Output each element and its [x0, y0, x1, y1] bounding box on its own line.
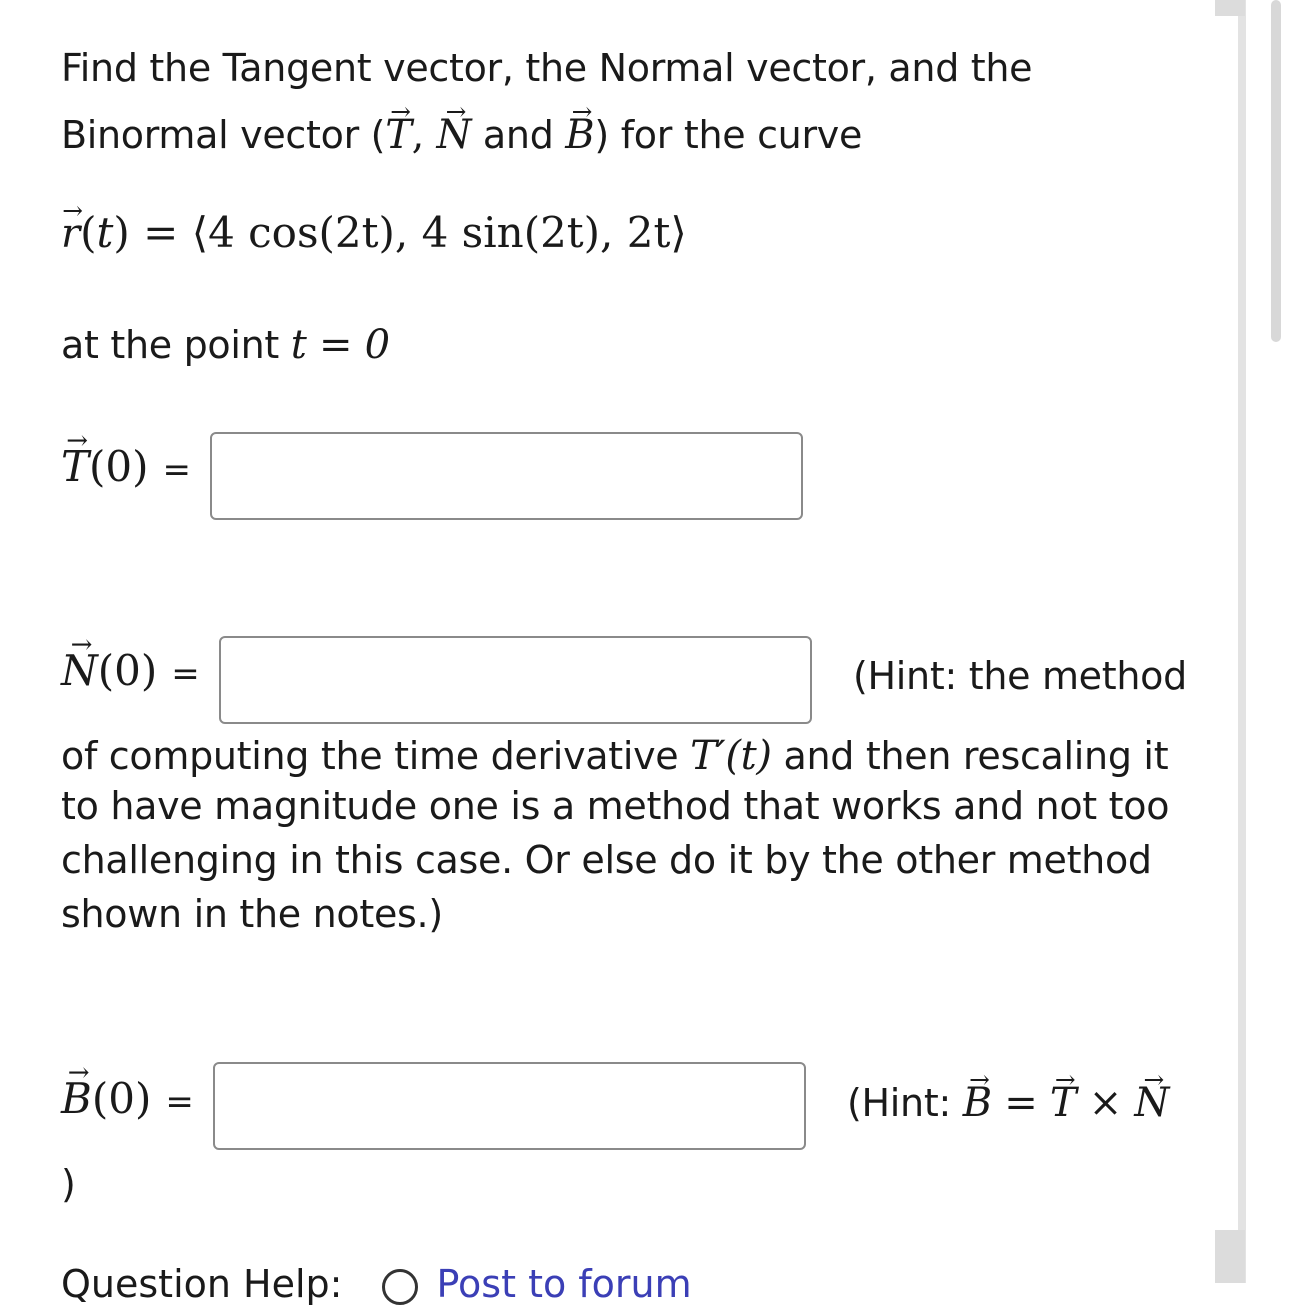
point-line [61, 322, 390, 368]
normal-label-math: → N(0) [61, 646, 157, 695]
question-help-label: Question Help: [61, 1262, 343, 1306]
normal-answer-input[interactable] [219, 636, 812, 724]
point-prefix: at the point [61, 323, 291, 367]
scrollbar-thumb[interactable] [1271, 0, 1281, 342]
question-intro-line2 [61, 112, 862, 158]
question-help-footer [61, 1262, 692, 1306]
normal-hint-line2: to have magnitude one is a method that works and not too [61, 784, 1170, 828]
vector-n-symbol: → N [436, 112, 471, 158]
normal-hint-line3: challenging in this case. Or else do it by the other method [61, 838, 1152, 882]
binormal-hint-prefix: (Hint: [847, 1081, 963, 1125]
normal-equals: = [171, 654, 200, 694]
point-value: t = 0 [290, 322, 390, 368]
message-icon[interactable] [382, 1269, 418, 1305]
normal-hint-paragraph [61, 728, 1241, 942]
tangent-label-math: → T(0) [61, 442, 149, 491]
panel-divider-top-cap [1215, 0, 1245, 16]
question-intro-line1 [61, 46, 1032, 90]
hint-line1a: of computing the time derivative [61, 734, 691, 778]
intro-suffix: ) for the curve [594, 113, 863, 157]
curve-equation: → r(t) = ⟨4 cos(2t), 4 sin(2t), 2t⟩ [61, 208, 687, 257]
curve-equation-value: ⟨4 cos(2t), 4 sin(2t), 2t⟩ [191, 208, 687, 257]
normal-hint-start: (Hint: the method [853, 654, 1187, 698]
hint-line1c: and then rescaling it [771, 734, 1169, 778]
post-to-forum-link[interactable]: Post to forum [436, 1262, 692, 1306]
normal-hint-line1 [61, 728, 1241, 784]
normal-hint-line4: shown in the notes.) [61, 892, 443, 936]
normal-label [61, 646, 200, 695]
vector-list: → T, → N [385, 112, 471, 158]
panel-divider-bottom-cap [1215, 1230, 1245, 1283]
panel-divider [1238, 0, 1246, 1283]
tangent-equals: = [162, 450, 192, 490]
tangent-label [61, 442, 191, 491]
binormal-label [61, 1074, 194, 1123]
binormal-hint-formula: → B = → T × → N [963, 1080, 1169, 1126]
binormal-label-math: → B(0) [61, 1074, 151, 1123]
vector-t-symbol: → T [385, 112, 411, 158]
tangent-answer-input[interactable] [210, 432, 803, 520]
binormal-answer-input[interactable] [213, 1062, 806, 1150]
binormal-hint [847, 1080, 1169, 1126]
intro-and: and [471, 113, 566, 157]
hint-derivative: T′(t) [690, 733, 772, 779]
intro-prefix: Binormal vector ( [61, 113, 386, 157]
vector-b-symbol: → B [565, 112, 594, 158]
binormal-hint-close: ) [61, 1162, 76, 1206]
binormal-equals: = [165, 1082, 194, 1122]
question-intro-text: Find the Tangent vector, the Normal vector, and the [61, 46, 1033, 90]
r-vector-symbol: → r [61, 211, 80, 257]
